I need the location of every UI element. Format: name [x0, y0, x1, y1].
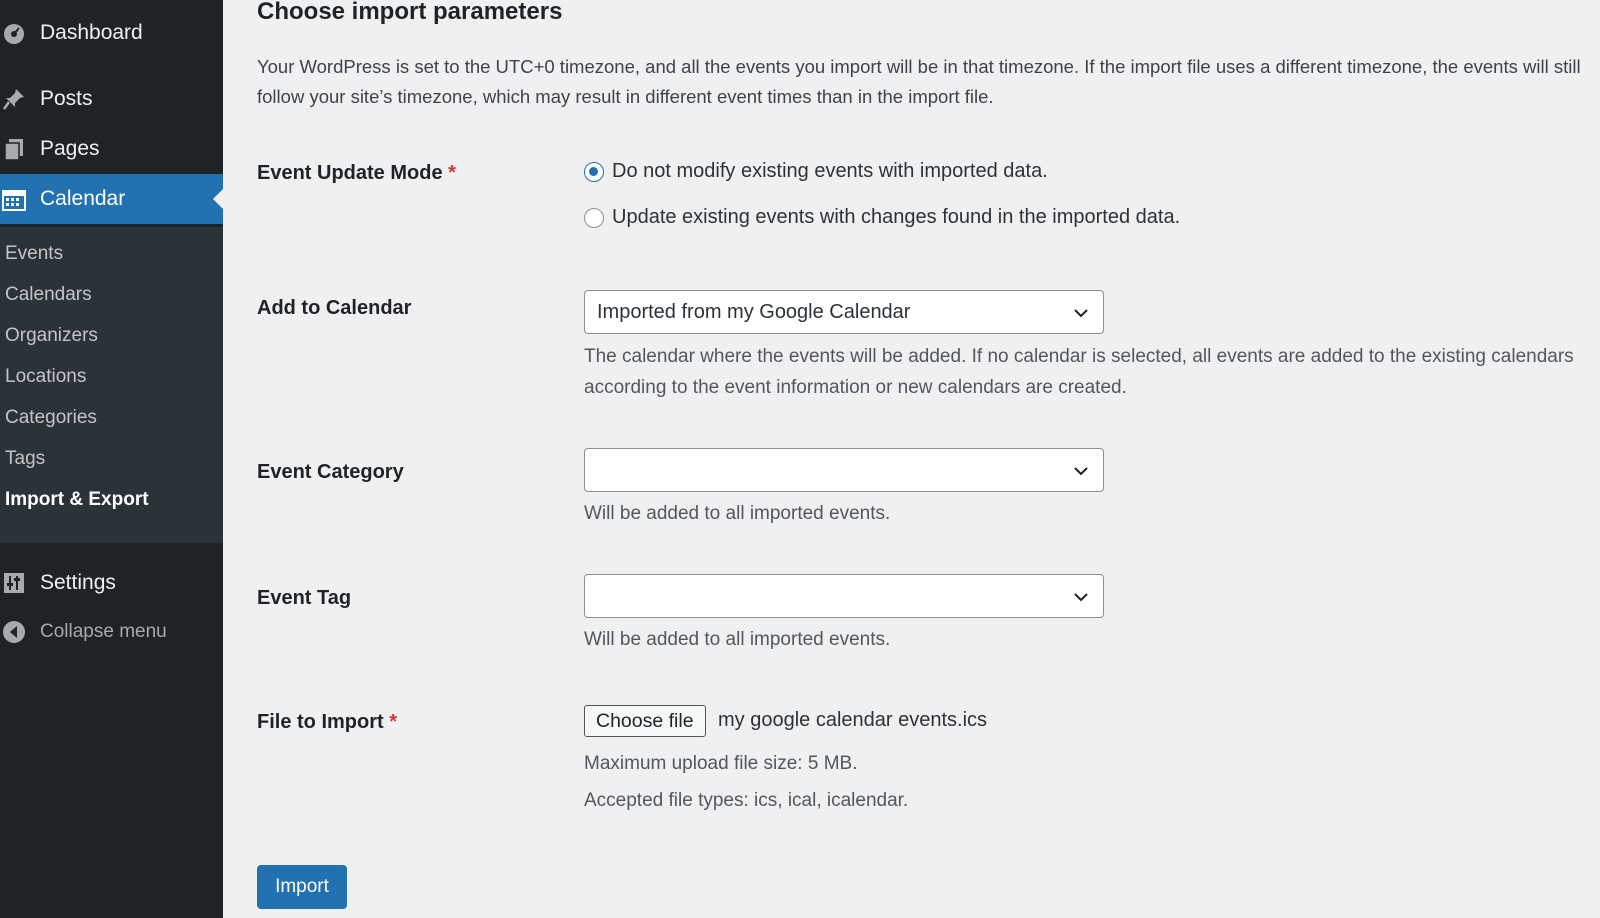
add-to-calendar-select[interactable] [584, 290, 1104, 334]
admin-sidebar [0, 0, 223, 918]
calendar-icon [0, 185, 28, 213]
menu-pages[interactable] [0, 124, 223, 174]
chevron-down-icon [1071, 461, 1091, 481]
event-category-label: Event Category [257, 461, 404, 483]
add-to-calendar-description: The calendar where the events will be added. If no calendar is selected, all events are added to the existing calendars according to the event information or new calendars are created. [584, 346, 1574, 398]
collapse-menu-button[interactable] [0, 607, 223, 657]
menu-posts-label: Posts [40, 87, 93, 110]
collapse-arrow-icon [0, 618, 28, 646]
event-update-mode-label [257, 162, 456, 185]
submenu-organizers[interactable]: Organizers [5, 325, 98, 346]
menu-dashboard-label: Dashboard [40, 21, 143, 44]
event-tag-label: Event Tag [257, 587, 352, 609]
required-marker: * [448, 162, 456, 184]
event-update-mode-label-text: Event Update Mode [257, 162, 443, 184]
calendar-submenu [0, 227, 223, 543]
menu-dashboard[interactable] [0, 8, 223, 58]
menu-calendar[interactable] [0, 174, 223, 224]
submenu-calendars[interactable]: Calendars [5, 284, 92, 305]
pushpin-icon [0, 85, 28, 113]
menu-settings[interactable] [0, 558, 223, 608]
radio-button[interactable] [584, 208, 604, 228]
menu-posts[interactable] [0, 74, 223, 124]
chevron-down-icon [1071, 303, 1091, 323]
selected-file-name: my google calendar events.ics [718, 709, 988, 731]
submenu-categories[interactable]: Categories [5, 407, 97, 428]
page-title: Choose import parameters [257, 0, 563, 25]
menu-settings-label: Settings [40, 571, 116, 594]
import-button[interactable]: Import [257, 865, 347, 909]
add-to-calendar-selected-value: Imported from my Google Calendar [597, 300, 911, 323]
event-tag-select[interactable] [584, 574, 1104, 618]
update-mode-option-keep-label: Do not modify existing events with imported data. [612, 160, 1048, 182]
update-mode-option-update[interactable] [584, 206, 1180, 229]
main-content [223, 0, 1600, 918]
dashboard-gauge-icon [0, 19, 28, 47]
event-tag-description: Will be added to all imported events. [584, 629, 891, 650]
submenu-locations[interactable]: Locations [5, 366, 87, 387]
update-mode-option-keep[interactable] [584, 160, 1048, 183]
add-to-calendar-label: Add to Calendar [257, 297, 412, 319]
radio-button-selected[interactable] [584, 162, 604, 182]
chevron-down-icon [1071, 587, 1091, 607]
event-category-select[interactable] [584, 448, 1104, 492]
submenu-import-export[interactable]: Import & Export [5, 489, 149, 510]
event-category-description: Will be added to all imported events. [584, 503, 891, 524]
file-to-import-label [257, 711, 397, 734]
collapse-menu-label: Collapse menu [40, 621, 167, 642]
menu-calendar-label: Calendar [40, 187, 126, 210]
update-mode-option-update-label: Update existing events with changes found in the imported data. [612, 206, 1181, 228]
required-marker: * [389, 711, 398, 733]
settings-sliders-icon [0, 569, 28, 597]
max-upload-size-note: Maximum upload file size: 5 MB. [584, 753, 858, 774]
menu-pages-label: Pages [40, 137, 100, 160]
timezone-notice: Your WordPress is set to the UTC+0 timezone, and all the events you import will be in that timezone. If the import file uses a different timezone, the events will still follow your site’s timezone, which may result in different event times than in the import file. [257, 56, 1581, 107]
pages-icon [0, 135, 28, 163]
accepted-file-types-note: Accepted file types: ics, ical, icalendar. [584, 790, 909, 811]
submenu-events[interactable]: Events [5, 243, 64, 264]
file-to-import-label-text: File to Import [257, 711, 384, 733]
submenu-tags[interactable]: Tags [5, 448, 46, 469]
choose-file-button[interactable]: Choose file [584, 705, 706, 737]
